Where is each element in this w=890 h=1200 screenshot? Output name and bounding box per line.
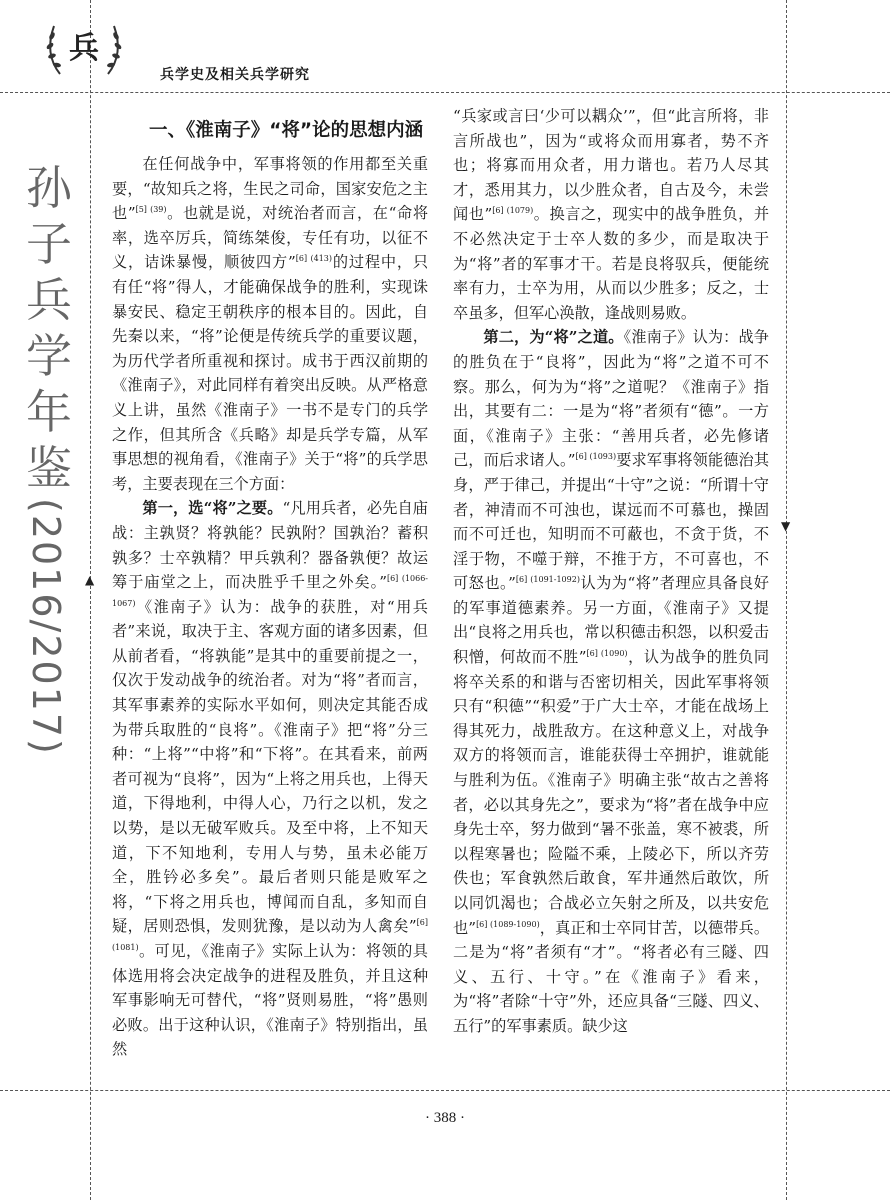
citation: [6] (1066-1067): [112, 574, 429, 608]
logo-glyph: 兵: [69, 31, 99, 66]
running-head: 兵学史及相关兵学研究: [160, 67, 310, 83]
yearbook-logo: [40, 14, 128, 82]
citation: [6] (1079): [492, 206, 534, 216]
paragraph: 在任何战争中，军事将领的作用都至关重要，“故知兵之将，生民之司命，国家安危之主也”$^{[5] (39)}$。也就是说，对统治者而言，在“命将率，选卒厉兵，简练桀俊，专任有功，以征不义，诘诛暴慢，顺彼四方”$^{[6] (413)}$的过程中，只有任“将”得人，才能确保战争的胜利，实现诛暴安民、稳定王朝秩序的根本目的。因此，自先秦以来，“将”论便是传统兵学的重要议题，为历代学者所重视和探讨。成书于西汉前期的《淮南子》，对此同样有着突出反映。从严格意义上讲，虽然《淮南子》一书不是专门的兵学之作，但其所含《兵略》却是兵学专篇，从军事思想的视角看，《淮南子》关于“将”的兵学思考，主要表现在三个方面：: [112, 155, 429, 493]
arrow-up-icon: ▲: [85, 573, 95, 587]
citation: [6] (413): [295, 254, 332, 264]
arrow-down-icon: ▼: [781, 519, 791, 533]
citation: [6] (1090): [586, 649, 628, 658]
point-lead: 第一，选“将”之要。: [142, 499, 283, 518]
citation: [6] (1089-1090): [476, 919, 540, 929]
paragraph: “兵家或言曰‘少可以耦众’”，但“此言所将，非言所战也”，因为“或将众而用寡者，势不齐也；将寡而用众者，用力谐也。若乃人尽其才，悉用其力，以少胜众者，自古及今，未尝闻也”$^{[6] (1079)}$。换言之，现实中的战争胜负，并不必然决定于士卒人数的多少，而是取决于为“将”者的军事才干。若是良将驭兵，便能统率有力，士卒为用，从而以少胜多；反之，士卒虽多，但军心涣散，逢战则易败。: [453, 107, 769, 322]
left-margin-rule: [90, 0, 91, 1200]
citation: [5] (39): [135, 205, 167, 215]
page-number: · 388 ·: [425, 1110, 465, 1126]
citation: [6] (1081): [112, 918, 428, 952]
point-lead: 第二，为“将”之道。: [483, 328, 624, 347]
citation: [6] (1091-1092): [515, 575, 580, 585]
header-rule: [0, 92, 890, 93]
right-margin-rule: [786, 0, 787, 1200]
paragraph: 第二，为“将”之道。《淮南子》认为：战争的胜负在于“良将”，因此为“将”之道不可不察。那么，何为为“将”之道呢？《淮南子》指出，其要有二：一是为“将”者须有“德”。一方面，《淮南子》主张：“善用兵者，必先修诸己，而后求诸人。”$^{[6] (1093)}$要求军事将领能德治其身，严于律己，并提出“十守”之说：“所谓十守者，神清而不可浊也，谋远而不可慕也，操固而不可迁也，知明而不可蔽也，不贪于货，不淫于物，不噬于辩，不推于方，不可喜也，不可怒也。”$^{[6] (1091-1092)}$认为为“将”者理应具备良好的军事道德素养。另一方面，《淮南子》又提出“良将之用兵也，常以积德击积怨，以积爱击积憎，何故而不胜”$^{[6] (1090)}$，认为战争的胜负同将卒关系的和谐与否密切相关，因此军事将领只有“积德”“积爱”于广大士卒，才能在战场上得其死力，战胜敌方。在这种意义上，对战争双方的将领而言，谁能获得士卒拥护，谁就能与胜利为伍。《淮南子》明确主张“故古之善将者，必以其身先之”，要求为“将”者在战争中应身先士卒，努力做到“暑不张盖，寒不被裘，所以程寒暑也；险隘不乘，上陵必下，所以齐劳佚也；军食孰然后敢食，军井通然后敢饮，所以同饥渴也；合战必立矢射之所及，以共安危也”$^{[6] (1089-1090)}$，真正和士卒同甘苦，以德带兵。二是为“将”者须有“才”。“将者必有三隧、四义、五行、十守。”在《淮南子》看来，为“将”者除“十守”外，还应具备“三隧、四义、五行”的军事素质。缺少这: [453, 328, 770, 1035]
book-year-vertical: (2016/2017): [24, 498, 68, 756]
book-title-vertical: 孙子兵学年鉴: [26, 161, 72, 495]
citation: [6] (1093): [575, 452, 617, 462]
paragraph: 第一，选“将”之要。“凡用兵者，必先自庙战：主孰贤？将孰能？民孰附？国孰治？蓄积孰多？士卒孰精？甲兵孰利？器备孰便？故运筹于庙堂之上，而决胜乎千里之外矣。”$^{[6] (1066-1067)}$《淮南子》认为：战争的获胜，对“用兵者”来说，取决于主、客观方面的诸多因素，但从前者看，“将孰能”是其中的重要前提之一，仅次于发动战争的统治者。对为“将”者而言，其军事素养的实际水平如何，则决定其能否成为带兵取胜的“良将”。《淮南子》把“将”分三种：“上将”“中将”和“下将”。在其看来，前两者可视为“良将”，因为“上将之用兵也，上得天道，下得地利，中得人心，乃行之以机，发之以势，是以无破军败兵。及至中将，上不知天道，下不知地利，专用人与势，虽未必能万全，胜钤必多矣”。最后者则只能是败军之将，“下将之用兵也，博闻而自乱，多知而自疑，居则恐惧，发则犹豫，是以动为人禽矣”$^{[6] (1081)}$。可见，《淮南子》实际上认为：将领的具体选用将会决定战争的进程及胜负，并且这种军事影响无可替代，“将”贤则易胜，“将”愚则必败。出于这种认识，《淮南子》特别指出，虽然: [112, 499, 429, 1059]
section-heading: 一、《淮南子》“将”论的思想内涵: [149, 120, 424, 141]
right-column: [453, 104, 769, 1039]
footer-rule: [0, 1090, 890, 1091]
left-column: [112, 104, 428, 1062]
